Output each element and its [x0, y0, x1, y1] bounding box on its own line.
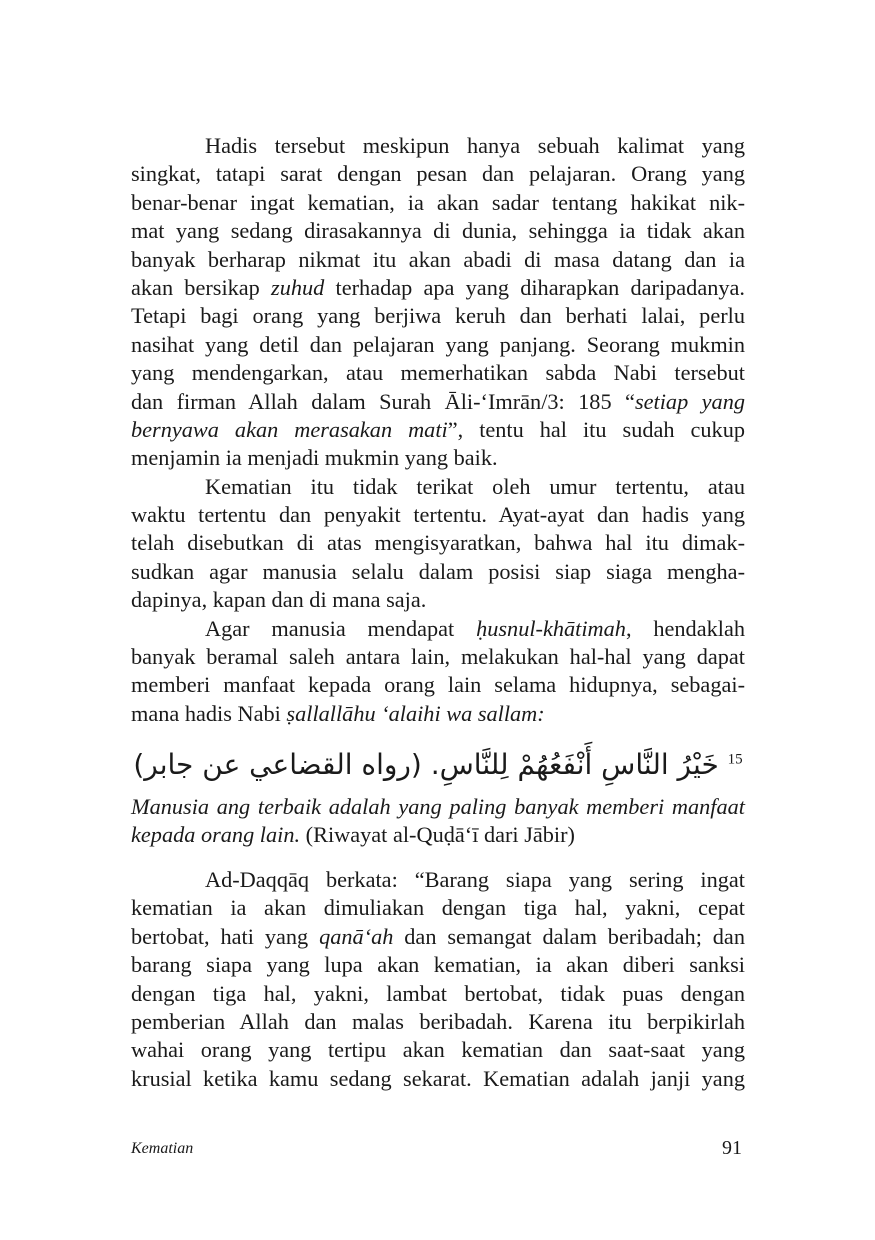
italic-text: bernyawa akan merasakan mati — [131, 416, 448, 442]
text-line — [131, 700, 745, 728]
text-segment: telah disebutkan di atas mengisyaratkan, bahwa hal itu dimak- — [131, 530, 745, 556]
page-number: 91 — [722, 1137, 742, 1159]
text-line — [131, 501, 745, 529]
text-line — [131, 160, 745, 188]
text-line — [131, 246, 745, 274]
text-line — [131, 586, 745, 614]
text-line — [131, 793, 745, 821]
italic-text: setiap yang — [634, 388, 745, 414]
text-line — [131, 529, 745, 557]
text-segment: sudkan agar manusia selalu dalam posisi siap siaga mengha- — [131, 558, 745, 584]
text-segment: barang siapa yang lupa akan kematian, ia akan diberi sanksi — [131, 952, 745, 978]
text-line — [131, 1036, 745, 1064]
text-line — [131, 821, 745, 849]
text-segment: dan semangat dalam beribadah; dan — [393, 923, 745, 949]
text-segment: banyak beramal saleh antara lain, melakukan hal-hal yang dapat — [131, 644, 745, 670]
text-segment: pemberian Allah dan malas beribadah. Karena itu berpikirlah — [131, 1008, 745, 1034]
text-segment: singkat, tatapi sarat dengan pesan dan pelajaran. Orang yang — [131, 161, 745, 187]
hadith-arabic — [131, 748, 745, 781]
text-segment: memberi manfaat kepada orang lain selama hidupnya, sebagai- — [131, 672, 745, 698]
text-line — [131, 980, 745, 1008]
italic-text: ṣallallāhu ‘alaihi wa sallam: — [286, 700, 545, 726]
text-line — [131, 302, 745, 330]
text-segment: (Riwayat al-Quḍā‘ī dari Jābir) — [300, 822, 575, 848]
text-line — [131, 643, 745, 671]
text-segment: mat yang sedang dirasakannya di dunia, sehingga ia tidak akan — [131, 218, 745, 244]
text-segment: Ad-Daqqāq berkata: “Barang siapa yang sering ingat — [205, 867, 745, 892]
text-line — [131, 473, 745, 501]
text-line — [131, 951, 745, 979]
text-segment: dapinya, kapan dan di mana saja. — [131, 587, 427, 613]
text-segment: bertobat, hati yang — [131, 923, 320, 949]
text-line — [131, 1008, 745, 1036]
text-segment: nasihat yang detil dan pelajaran yang panjang. Seorang mukmin — [131, 331, 745, 357]
text-segment: waktu tertentu dan penyakit tertentu. Ayat-ayat dan hadis yang — [131, 502, 745, 528]
text-line — [131, 132, 745, 160]
text-line — [131, 923, 745, 951]
text-segment: dengan tiga hal, yakni, lambat bertobat, tidak puas dengan — [131, 980, 745, 1006]
text-line — [131, 189, 745, 217]
body-text-bottom — [131, 866, 745, 1093]
text-line — [131, 1065, 745, 1093]
text-line — [131, 388, 745, 416]
text-line — [131, 444, 745, 472]
text-segment: benar-benar ingat kematian, ia akan sadar tentang hakikat nik- — [131, 189, 745, 215]
text-segment: Hadis tersebut meskipun hanya sebuah kalimat yang — [205, 133, 745, 158]
text-line — [131, 671, 745, 699]
text-line — [131, 866, 745, 894]
text-segment: Agar manusia mendapat — [205, 615, 477, 641]
italic-text: Manusia ang terbaik adalah yang paling banyak memberi manfaat — [131, 794, 745, 819]
text-segment: dan firman Allah dalam Surah Āli-‘Imrān/3: 185 “ — [131, 388, 635, 414]
hadith-translation — [131, 793, 745, 850]
text-line — [131, 274, 745, 302]
text-line — [131, 217, 745, 245]
text-segment: yang mendengarkan, atau memerhatikan sabda Nabi tersebut — [131, 360, 745, 386]
italic-text: ḥusnul-khātimah — [476, 615, 626, 641]
text-segment: ”, tentu hal itu sudah cukup — [447, 416, 746, 442]
text-segment: wahai orang yang tertipu akan kematian dan saat-saat yang — [131, 1037, 745, 1063]
text-line — [131, 894, 745, 922]
body-text-top — [131, 132, 745, 728]
text-line — [131, 615, 745, 643]
text-segment: terhadap apa yang diharapkan daripadanya. — [324, 274, 745, 300]
text-segment: Tetapi bagi orang yang berjiwa keruh dan berhati lalai, perlu — [131, 303, 745, 329]
text-segment: krusial ketika kamu sedang sekarat. Kematian adalah janji yang — [131, 1065, 745, 1091]
text-segment: , hendaklah — [625, 615, 745, 641]
italic-text: kepada orang lain. — [131, 822, 301, 848]
running-title: Kematian — [131, 1140, 194, 1157]
text-segment: menjamin ia menjadi mukmin yang baik. — [131, 445, 498, 471]
italic-text: zuhud — [271, 274, 325, 300]
text-line — [131, 416, 745, 444]
text-line — [131, 359, 745, 387]
text-segment: Kematian itu tidak terikat oleh umur tertentu, atau — [205, 473, 745, 499]
text-segment: mana hadis Nabi — [131, 700, 287, 726]
text-segment: banyak berharap nikmat itu akan abadi di masa datang dan ia — [131, 246, 745, 272]
text-line — [131, 331, 745, 359]
footnote-marker: 15 — [727, 751, 743, 768]
text-segment: kematian ia akan dimuliakan dengan tiga hal, yakni, cepat — [131, 895, 745, 921]
italic-text: qanā‘ah — [319, 923, 394, 949]
text-line — [131, 558, 745, 586]
hadith-text: خَيْرُ النَّاسِ أَنْفَعُهُمْ لِلنَّاسِ. (رواه القضاعي عن جابر) — [133, 748, 719, 781]
text-segment: akan bersikap — [131, 274, 272, 300]
